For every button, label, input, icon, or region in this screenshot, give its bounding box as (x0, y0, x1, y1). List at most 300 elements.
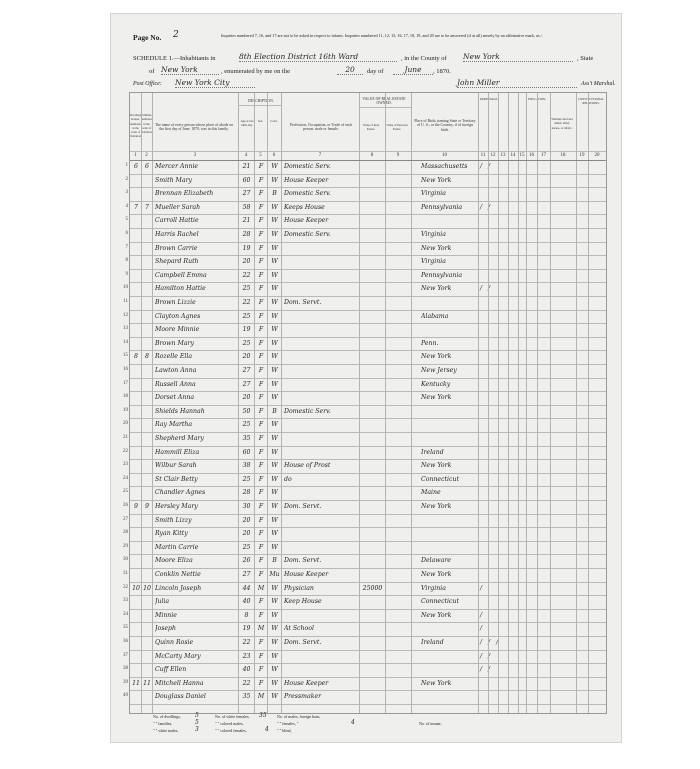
column-number: 7 (318, 153, 322, 158)
person-color: W (271, 543, 278, 551)
person-age: 21 (242, 163, 251, 170)
col-header-color: Color. (270, 119, 278, 123)
row-rule (130, 541, 606, 542)
header-rule (130, 151, 606, 152)
person-name: Dorset Anna (155, 394, 195, 402)
person-color: W (271, 339, 278, 347)
person-color: W (271, 462, 278, 470)
person-birthplace: Kentucky (421, 380, 451, 388)
row-number: 10 (123, 285, 128, 291)
person-birthplace: New York (421, 353, 452, 361)
person-occupation: Domestic Serv. (284, 163, 331, 170)
person-color: W (271, 679, 278, 687)
person-color: W (271, 503, 278, 510)
person-color: W (271, 530, 278, 538)
person-age: 22 (242, 299, 251, 306)
row-rule (130, 296, 606, 297)
person-name: Mercer Annie (155, 163, 199, 170)
dwelling-number: 9 (134, 503, 138, 510)
row-rule (130, 323, 606, 324)
person-color: W (271, 217, 278, 225)
row-rule (130, 527, 606, 528)
row-number: 25 (123, 489, 128, 495)
person-color: B (272, 190, 277, 198)
person-sex: F (258, 299, 264, 306)
row-rule (130, 636, 606, 637)
parentage-marks: / / / (480, 639, 501, 646)
person-sex: F (258, 312, 264, 320)
column-number: 14 (510, 153, 516, 158)
person-birthplace: Ireland (421, 448, 444, 456)
person-color: W (271, 394, 278, 402)
person-sex: M (257, 625, 265, 633)
person-color: W (271, 693, 278, 701)
person-age: 19 (242, 326, 251, 334)
person-sex: F (258, 448, 264, 456)
footer-female-foreign: 4 (351, 719, 355, 726)
person-occupation: Dom. Servt. (284, 299, 322, 306)
schedule-label: SCHEDULE 1.—Inhabitants in (133, 55, 216, 62)
person-sex: F (258, 516, 264, 524)
col-header-deaf-blind: Whether deaf and dumb, blind, insane, or idiotic. (551, 117, 573, 130)
dwelling-number: 10 (132, 584, 140, 592)
person-sex: F (258, 639, 264, 646)
person-color: W (271, 652, 278, 660)
column-number: 3 (193, 153, 197, 158)
column-rule (588, 93, 589, 713)
col-header-education: EDUCATION. (528, 97, 546, 101)
person-color: W (271, 584, 278, 592)
row-rule (130, 255, 606, 256)
family-number: 8 (145, 353, 149, 361)
person-name: Lawton Anna (155, 367, 197, 374)
person-sex: F (258, 367, 264, 374)
column-number: 13 (500, 153, 506, 158)
row-rule (130, 500, 606, 501)
column-number: 4 (244, 153, 248, 158)
person-color: W (271, 489, 278, 497)
person-birthplace: Virginia (421, 190, 446, 198)
row-number: 15 (123, 353, 128, 359)
person-age: 23 (242, 652, 251, 660)
person-birthplace: New York (421, 285, 452, 293)
person-name: McCarty Mary (155, 652, 201, 660)
col-header-name: The name of every person whose place of abode on the first day of June, 1870, was in this family. (154, 123, 234, 132)
parentage-marks: / / (480, 666, 493, 674)
person-sex: F (258, 217, 264, 225)
person-sex: F (258, 666, 264, 674)
person-birthplace: Pennsylvania (421, 203, 463, 211)
header-rule (130, 160, 606, 161)
row-number: 6 (125, 231, 128, 236)
person-birthplace: New York (421, 462, 452, 470)
row-number: 30 (123, 557, 128, 563)
column-number: 1 (134, 153, 137, 158)
family-number: 9 (145, 503, 149, 510)
marshal-title: Ass't Marshal. (581, 81, 616, 87)
person-sex: F (258, 380, 264, 388)
person-age: 28 (242, 231, 251, 238)
person-name: Brown Carrie (155, 244, 198, 252)
row-number: 1 (125, 163, 128, 168)
column-rule (526, 93, 527, 713)
person-sex: F (258, 598, 264, 606)
row-number: 21 (123, 435, 128, 440)
person-color: W (271, 421, 278, 429)
row-number: 12 (123, 312, 128, 318)
person-age: 30 (242, 503, 251, 510)
dwelling-number: 7 (134, 203, 138, 211)
person-name: Ray Martha (155, 421, 193, 429)
footer-colored-females-label: " " colored females, (215, 728, 247, 733)
person-color: W (271, 231, 278, 238)
row-rule (130, 242, 606, 243)
row-rule (130, 690, 606, 691)
person-age: 25 (242, 312, 251, 320)
person-birthplace: Ireland (421, 639, 444, 646)
row-rule (130, 350, 606, 351)
column-number: 16 (529, 153, 534, 158)
row-number: 22 (123, 448, 128, 454)
person-age: 28 (242, 489, 251, 497)
person-name: Mueller Sarah (155, 203, 201, 211)
marshal-signature: John Miller (457, 78, 577, 88)
header-rule (359, 107, 411, 108)
person-name: Moore Eliza (155, 557, 193, 565)
column-number: 10 (442, 153, 447, 158)
person-sex: M (257, 693, 265, 701)
row-rule (130, 214, 606, 215)
person-sex: F (258, 611, 264, 619)
family-number: 10 (143, 584, 151, 592)
person-birthplace: Penn. (421, 339, 439, 347)
person-sex: M (257, 584, 265, 592)
column-rule (281, 93, 282, 713)
row-number: 36 (123, 639, 128, 644)
person-sex: F (258, 503, 264, 510)
person-age: 44 (242, 584, 251, 592)
column-number: 9 (396, 153, 400, 158)
year-value: , 1870. (433, 68, 451, 75)
row-number: 27 (123, 516, 128, 522)
person-sex: F (258, 407, 264, 415)
row-number: 18 (123, 394, 128, 400)
column-number: 5 (259, 153, 262, 158)
row-rule (130, 446, 606, 447)
row-rule (130, 174, 606, 175)
person-sex: F (258, 176, 264, 184)
footer-foreign-label: No. of males, foreign born, (277, 714, 321, 719)
person-age: 25 (242, 475, 251, 483)
row-rule (130, 405, 606, 406)
person-name: Hammill Eliza (155, 448, 200, 456)
person-sex: F (258, 271, 264, 279)
person-age: 20 (242, 394, 251, 402)
person-color: W (271, 326, 278, 334)
person-occupation: Domestic Serv. (284, 231, 331, 238)
person-age: 22 (242, 639, 251, 646)
person-age: 40 (242, 666, 251, 674)
census-table (123, 92, 607, 714)
person-color: W (271, 203, 278, 211)
col-header-birthplace: Place of Birth, naming State or Territory of U. S.; or the Country, if of foreign birth. (414, 119, 476, 132)
row-rule (130, 622, 606, 623)
person-occupation: Dom. Servt. (284, 503, 322, 510)
person-occupation: House Keeper (284, 571, 329, 578)
person-name: Russell Anna (155, 380, 196, 388)
person-color: W (271, 475, 278, 483)
enumerated-label: , enumerated by me on the (221, 68, 290, 75)
col-header-description: DESCRIPTION. (248, 99, 274, 103)
footer-colored-males-label: " " colored males, (215, 721, 244, 726)
row-rule (130, 595, 606, 596)
person-sex: F (258, 353, 264, 361)
row-number: 40 (123, 693, 128, 699)
person-name: Douglass Daniel (155, 693, 206, 701)
day-of-label: day of (367, 68, 384, 75)
row-rule (130, 228, 606, 229)
footer-colored-females: 4 (265, 726, 269, 733)
person-color: W (271, 666, 278, 674)
row-number: 13 (123, 326, 128, 332)
row-rule (130, 486, 606, 487)
person-sex: F (258, 285, 264, 293)
row-number: 11 (123, 299, 128, 304)
person-name: Smith Lizzy (155, 516, 192, 524)
person-sex: F (258, 543, 264, 551)
person-occupation: Dom. Servt. (284, 557, 322, 565)
col-header-family: Families, numbered in the order of visitation. (141, 113, 153, 135)
person-sex: F (258, 435, 264, 442)
person-name: Hersley Mary (155, 503, 198, 510)
row-rule (130, 650, 606, 651)
row-number: 4 (125, 203, 128, 209)
person-age: 38 (242, 462, 251, 470)
state-value: New York (161, 65, 219, 75)
row-number: 3 (125, 190, 128, 196)
person-birthplace: Alabama (421, 312, 449, 320)
person-age: 8 (244, 611, 249, 619)
col-header-parentage: PARENTAGE. (479, 97, 499, 101)
person-color: W (271, 299, 278, 306)
person-age: 19 (242, 244, 251, 252)
person-color: W (271, 625, 278, 633)
column-number: 2 (145, 153, 148, 158)
person-age: 35 (242, 435, 251, 442)
row-rule (130, 609, 606, 610)
footer-blind-label: " " blind, (277, 728, 292, 733)
person-sex: F (258, 231, 264, 238)
person-name: Brown Lizzie (155, 299, 196, 306)
person-name: Minnie (155, 611, 177, 619)
footer-families: 5 (195, 719, 199, 726)
row-rule (130, 418, 606, 419)
row-number: 9 (125, 271, 128, 277)
person-name: Shepard Ruth (155, 258, 199, 266)
census-page (110, 13, 622, 743)
person-occupation: House Keeper (284, 176, 329, 184)
person-name: Brennan Elizabeth (155, 190, 214, 198)
person-color: W (271, 639, 278, 646)
person-occupation: House of Prost (284, 462, 331, 470)
person-occupation: Physician (284, 584, 314, 592)
instructions-text: Inquiries numbered 7, 16, and 17 are not to be asked in respect to infants. Inquiries numbered 11, 12, 13, 16, 17, 18, 19, and 20 are to be answered (if at all) merely by an affirmative mark, as /. (221, 33, 543, 38)
person-color: W (271, 435, 278, 442)
person-color: W (271, 285, 278, 293)
row-number: 19 (123, 407, 128, 413)
footer-white-males: 3 (195, 726, 199, 733)
person-color: W (271, 353, 278, 361)
person-name: Smith Mary (155, 176, 193, 184)
person-occupation: do (284, 475, 292, 483)
person-sex: F (258, 244, 264, 252)
person-color: W (271, 380, 278, 388)
person-birthplace: Massachusetts (421, 163, 468, 170)
month-value: June (393, 65, 433, 75)
person-age: 27 (242, 380, 251, 388)
row-number: 33 (123, 598, 128, 604)
row-rule (130, 269, 606, 270)
person-color: B (272, 557, 277, 565)
person-age: 40 (242, 598, 251, 606)
person-name: Joseph (155, 625, 176, 633)
person-age: 22 (242, 271, 251, 279)
person-sex: F (258, 326, 264, 334)
person-sex: F (258, 530, 264, 538)
row-number: 28 (123, 530, 128, 536)
person-birthplace: Virginia (421, 231, 446, 238)
person-sex: F (258, 394, 264, 402)
person-age: 60 (242, 448, 251, 456)
county-value: New York (463, 52, 573, 62)
parentage-marks: / / (480, 652, 493, 660)
row-rule (130, 677, 606, 678)
person-birthplace: Pennsylvania (421, 271, 463, 279)
person-name: Harris Rachel (155, 231, 199, 238)
footer-dwellings: 5 (195, 712, 199, 719)
footer-white-males-label: " " white males, (153, 728, 179, 733)
family-number: 6 (145, 163, 149, 170)
person-name: Wilbur Sarah (155, 462, 197, 470)
person-sex: F (258, 203, 264, 211)
row-number: 2 (125, 176, 128, 182)
column-number: 20 (594, 153, 600, 158)
county-label: , in the County of (401, 55, 447, 62)
person-color: W (271, 448, 278, 456)
person-name: Shepherd Mary (155, 435, 204, 442)
row-number: 14 (123, 339, 128, 345)
column-rule (267, 93, 268, 713)
person-sex: F (258, 571, 264, 578)
row-rule (130, 310, 606, 311)
person-color: W (271, 367, 278, 374)
column-rule (537, 93, 538, 713)
column-number: 8 (370, 153, 374, 158)
row-number: 24 (123, 475, 128, 481)
person-name: St Clair Betty (155, 475, 198, 483)
person-birthplace: Delaware (421, 557, 451, 565)
footer-families-label: " " families, (153, 721, 173, 726)
person-age: 20 (242, 516, 251, 524)
person-color: W (271, 611, 278, 619)
person-name: Rozelle Ella (155, 353, 193, 361)
row-number: 37 (123, 652, 128, 658)
post-office-value: New York City (175, 78, 255, 88)
person-birthplace: New York (421, 176, 452, 184)
column-rule (385, 93, 386, 713)
row-rule (130, 704, 606, 705)
row-rule (130, 282, 606, 283)
person-age: 58 (242, 203, 251, 211)
column-number: 18 (560, 153, 566, 158)
person-occupation: Pressmaker (284, 693, 322, 701)
person-age: 25 (242, 421, 251, 429)
person-color: W (271, 163, 278, 170)
person-color: W (271, 516, 278, 524)
person-name: Cuff Ellen (155, 666, 187, 674)
person-name: Carroll Hattie (155, 217, 199, 225)
state-label: , State (577, 55, 594, 62)
person-sex: F (258, 163, 264, 170)
person-age: 26 (242, 557, 251, 565)
parentage-marks: / (480, 625, 485, 633)
row-number: 29 (123, 543, 128, 549)
of-label: of (149, 68, 155, 75)
row-rule (130, 459, 606, 460)
column-number: 12 (490, 153, 496, 158)
column-number: 15 (519, 153, 525, 158)
parentage-marks: / / (480, 163, 493, 170)
parentage-marks: / (480, 611, 485, 619)
column-rule (359, 93, 360, 713)
real-estate-value: 25000 (362, 584, 383, 592)
column-number: 19 (579, 153, 585, 158)
person-color: W (271, 176, 278, 184)
row-number: 17 (123, 380, 128, 386)
person-birthplace: Connecticut (421, 598, 459, 606)
person-sex: F (258, 258, 264, 266)
footer-dwellings-label: No. of dwellings, (153, 714, 181, 719)
person-color: W (271, 271, 278, 279)
column-number: 6 (272, 153, 276, 158)
footer-insane-label: No. of insane, (419, 721, 442, 726)
person-age: 60 (242, 176, 251, 184)
person-color: W (271, 244, 278, 252)
column-rule (411, 93, 412, 713)
parentage-marks: / / (480, 285, 493, 293)
dwelling-number: 11 (132, 679, 140, 687)
person-occupation: Domestic Serv. (284, 407, 331, 415)
column-rule (576, 93, 577, 713)
row-number: 35 (123, 625, 128, 631)
person-occupation: Keeps House (284, 203, 325, 211)
column-number: 17 (541, 153, 546, 158)
dwelling-number: 6 (134, 163, 138, 170)
person-birthplace: New York (421, 611, 452, 619)
row-rule (130, 473, 606, 474)
person-birthplace: Virginia (421, 258, 446, 266)
person-age: 27 (242, 571, 251, 578)
person-sex: F (258, 557, 264, 565)
person-age: 27 (242, 367, 251, 374)
row-rule (130, 337, 606, 338)
person-name: Campbell Emma (155, 271, 207, 279)
person-sex: F (258, 190, 264, 198)
person-occupation: House Keeper (284, 217, 329, 225)
row-number: 5 (125, 217, 128, 223)
person-birthplace: New York (421, 679, 452, 687)
person-name: Julia (155, 598, 170, 606)
